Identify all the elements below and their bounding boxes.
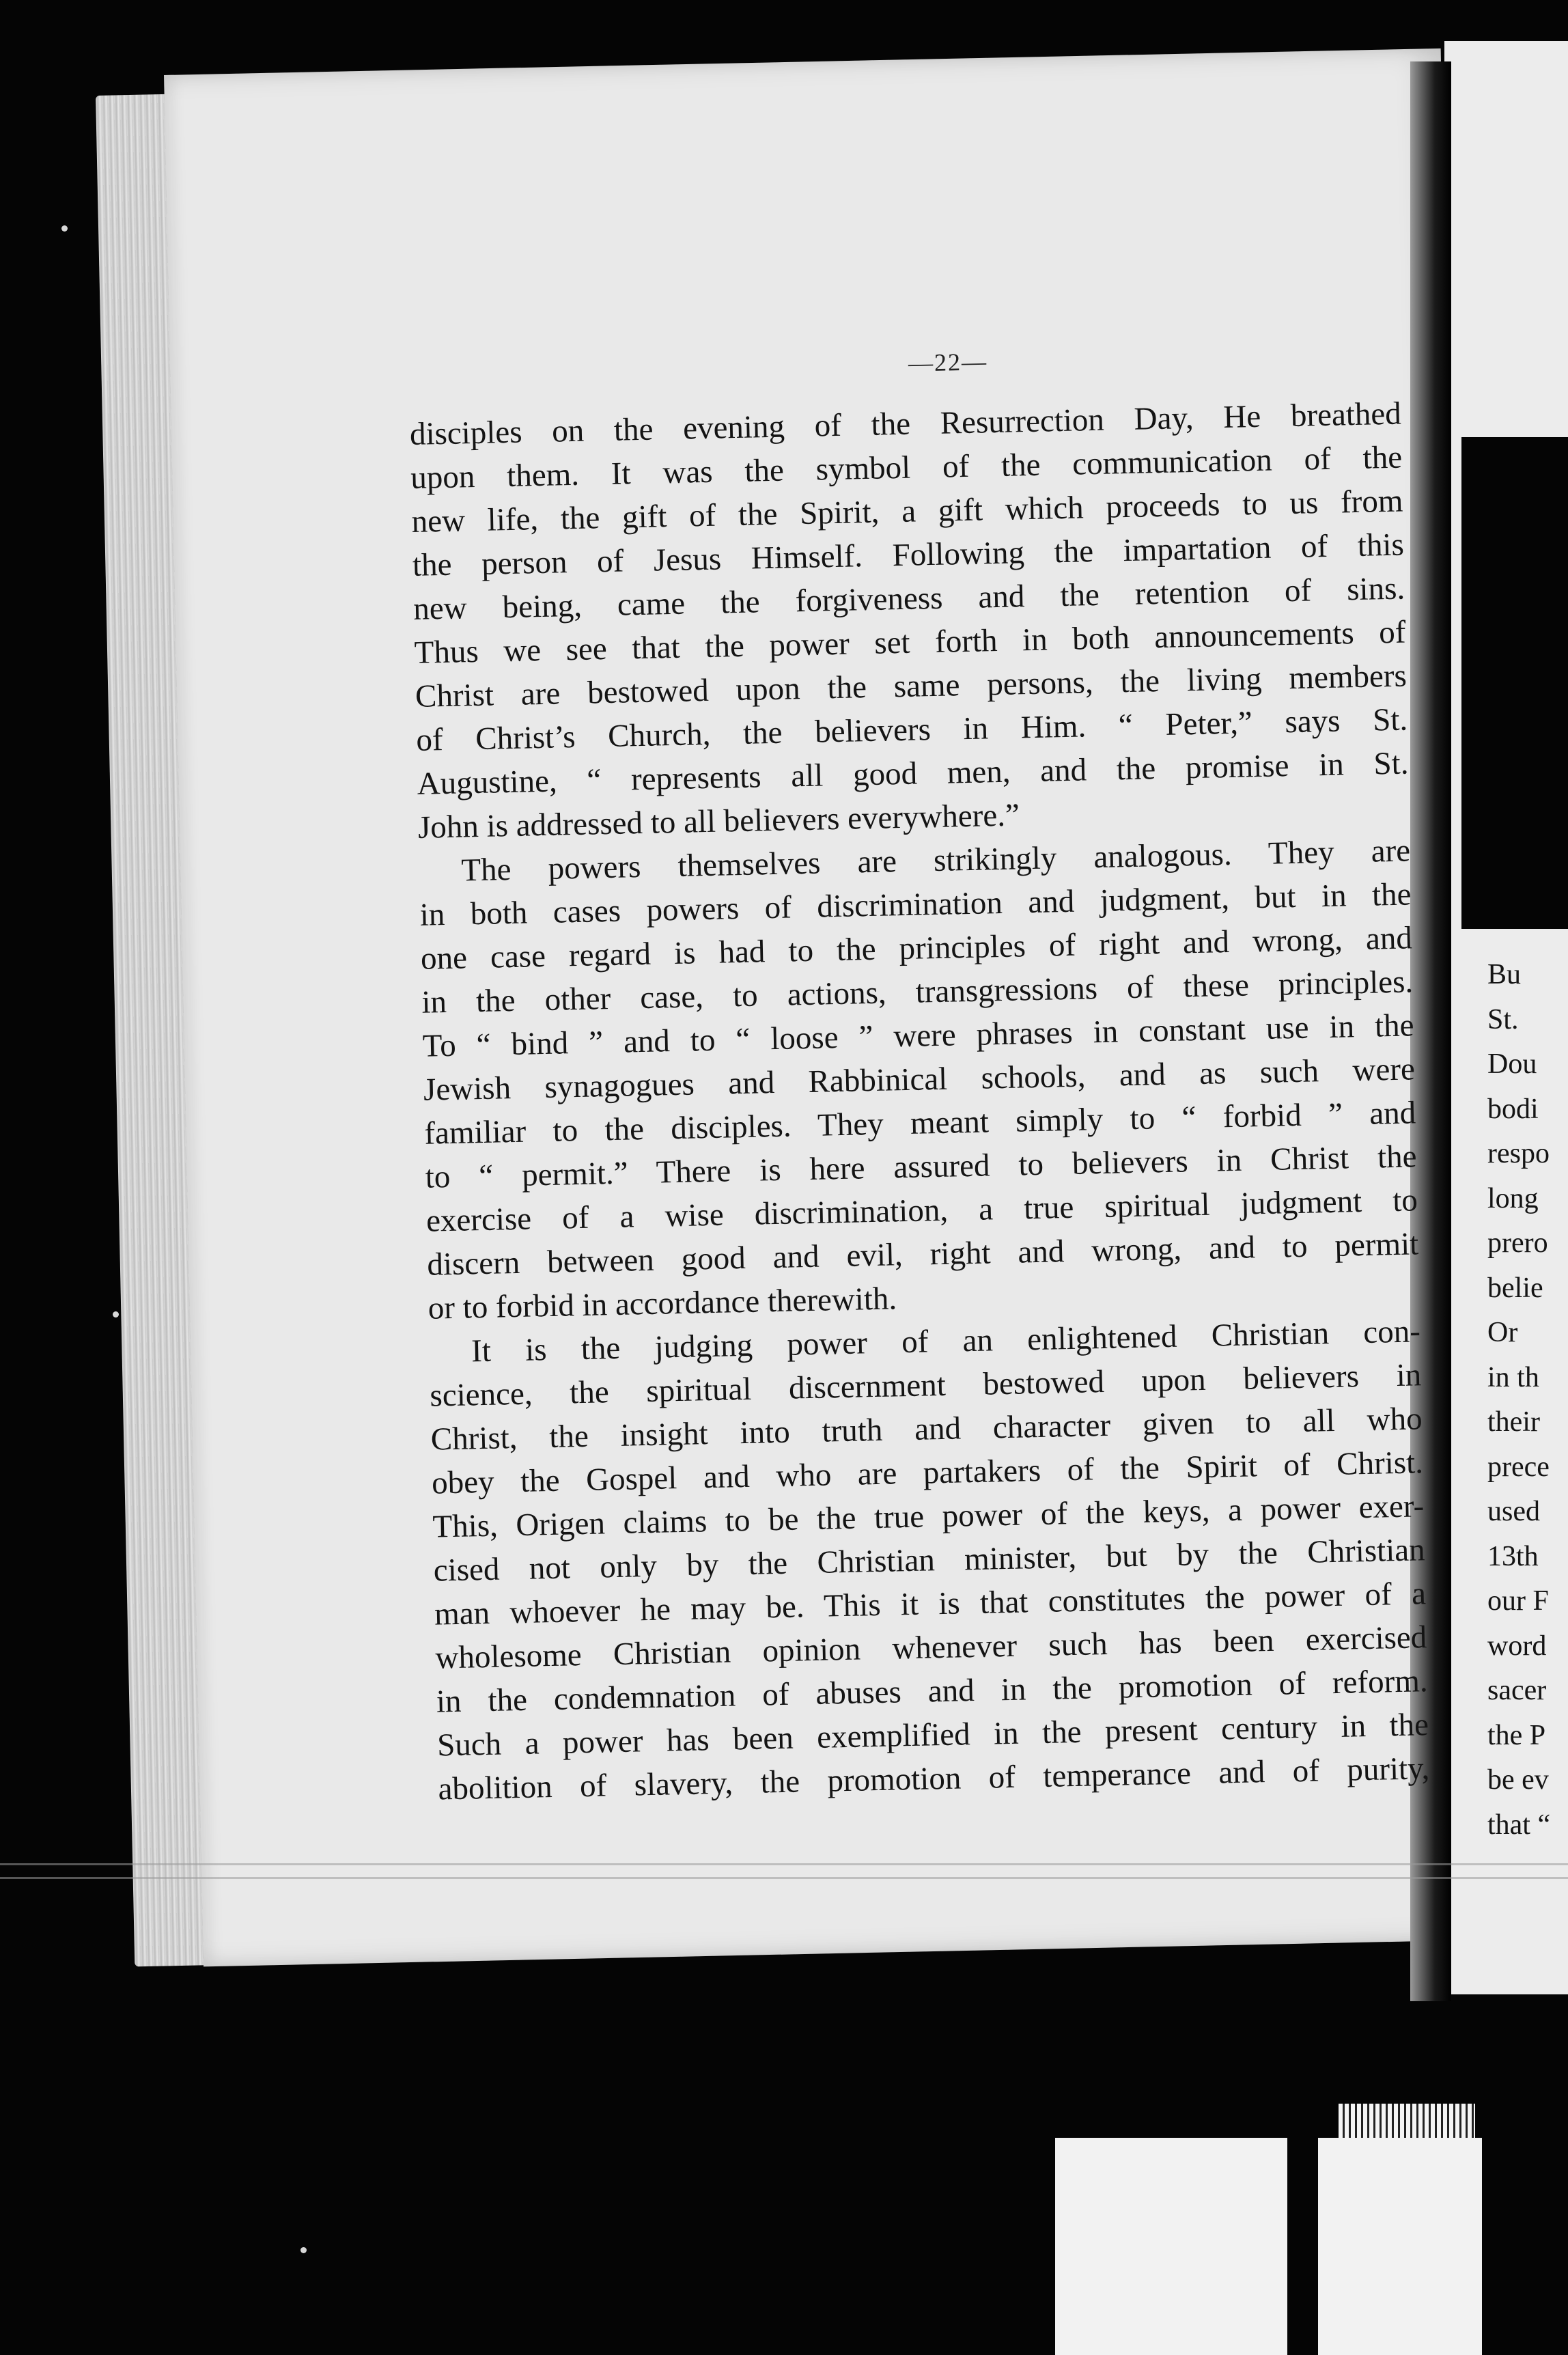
text-fragment: prece xyxy=(1487,1451,1550,1483)
text-fragment: prero xyxy=(1487,1227,1548,1259)
text-fragment: Dou xyxy=(1487,1048,1537,1080)
page-tab-right xyxy=(1318,2138,1482,2355)
text-fragment: long xyxy=(1487,1182,1539,1214)
text-line: man whoever he may be. This it is that constitutes the power of a xyxy=(434,1576,1427,1632)
text-line: This, Origen claims to be the true power of the keys, a power exer- xyxy=(432,1488,1425,1545)
text-line: Augustine, “ represents all good men, and the promise in St. xyxy=(417,745,1409,802)
text-fragment: the P xyxy=(1487,1719,1546,1751)
text-fragment: Or xyxy=(1487,1317,1518,1348)
text-line: the person of Jesus Himself. Following the impartation of this xyxy=(412,527,1405,583)
text-line: or to forbid in accordance therewith. xyxy=(428,1281,897,1326)
right-page-text-fragments xyxy=(1487,953,1568,1848)
text-fragment: Bu xyxy=(1487,959,1522,990)
text-line: in both cases powers of discrimination and judgment, but in the xyxy=(419,876,1412,933)
text-line: exercise of a wise discrimination, a true spiritual judgment to xyxy=(425,1182,1418,1239)
right-page-dark-insert xyxy=(1461,437,1568,929)
text-line: wholesome Christian opinion whenever such has been exercised xyxy=(434,1619,1427,1676)
text-line: to “ permit.” There is here assured to believers in Christ the xyxy=(425,1139,1418,1195)
dust-speck xyxy=(113,1311,119,1318)
text-fragment: sacer xyxy=(1487,1675,1547,1706)
text-fragment: belie xyxy=(1487,1272,1543,1304)
text-fragment: our F xyxy=(1487,1585,1549,1617)
text-fragment: in th xyxy=(1487,1361,1539,1393)
dust-speck xyxy=(61,225,68,232)
text-line: The powers themselves are strikingly analogous. They are xyxy=(460,833,1411,889)
text-line: It is the judging power of an enlightened Christian con- xyxy=(471,1313,1421,1369)
text-line: science, the spiritual discernment bestowed upon believers in xyxy=(429,1357,1422,1414)
text-line: John is addressed to all believers everywhere.” xyxy=(417,797,1020,846)
text-line: Jewish synagogues and Rabbinical schools, and as such were xyxy=(423,1051,1416,1108)
text-fragment: respo xyxy=(1487,1138,1550,1169)
text-fragment: used xyxy=(1487,1496,1540,1527)
text-line: obey the Gospel and who are partakers of the Spirit of Christ. xyxy=(431,1445,1424,1501)
text-fragment: bodi xyxy=(1487,1093,1539,1125)
text-line: cised not only by the Christian minister, but by the Christian xyxy=(433,1532,1426,1589)
text-line: in the condemnation of abuses and in the promotion of reform. xyxy=(436,1663,1429,1720)
text-line: Christ, the insight into truth and character given to all who xyxy=(430,1401,1423,1458)
text-line: Thus we see that the power set forth in both announcements of xyxy=(414,614,1406,671)
text-line: upon them. It was the symbol of the communication of the xyxy=(410,439,1403,496)
scan-artifact-line xyxy=(0,1863,1568,1865)
text-fragment: their xyxy=(1487,1406,1540,1438)
text-line: discern between good and evil, right and wrong, and to permit xyxy=(426,1226,1419,1283)
text-line: new being, came the forgiveness and the retention of sins. xyxy=(412,570,1405,627)
page-number: —22— xyxy=(908,348,988,377)
text-line: Such a power has been exemplified in the present century in the xyxy=(436,1707,1429,1764)
scan-artifact-line xyxy=(0,1877,1568,1879)
text-line: in the other case, to actions, transgressions of these principles. xyxy=(421,964,1414,1020)
text-line: abolition of slavery, the promotion of temperance and of purity, xyxy=(438,1751,1430,1807)
text-fragment: that “ xyxy=(1487,1809,1551,1841)
text-line: new life, the gift of the Spirit, a gift which proceeds to us from xyxy=(411,483,1403,540)
dust-speck xyxy=(300,2247,307,2253)
text-fragment: word xyxy=(1487,1630,1547,1662)
text-line: Christ are bestowed upon the same persons, the living members xyxy=(415,658,1408,714)
page-tab-left xyxy=(1055,2138,1287,2355)
text-line: familiar to the disciples. They meant simply to “ forbid ” and xyxy=(423,1095,1416,1152)
text-fragment: 13th xyxy=(1487,1540,1539,1572)
text-line: one case regard is had to the principles of right and wrong, and xyxy=(420,920,1413,977)
text-fragment: St. xyxy=(1487,1003,1519,1035)
text-fragment: be ev xyxy=(1487,1764,1549,1796)
page-text-block xyxy=(408,348,1430,1811)
text-line: To “ bind ” and to “ loose ” were phrases in constant use in the xyxy=(422,1007,1415,1064)
text-line: of Christ’s Church, the believers in Him. “ Peter,” says St. xyxy=(415,701,1408,758)
text-line: disciples on the evening of the Resurrection Day, He breathed xyxy=(409,395,1402,452)
